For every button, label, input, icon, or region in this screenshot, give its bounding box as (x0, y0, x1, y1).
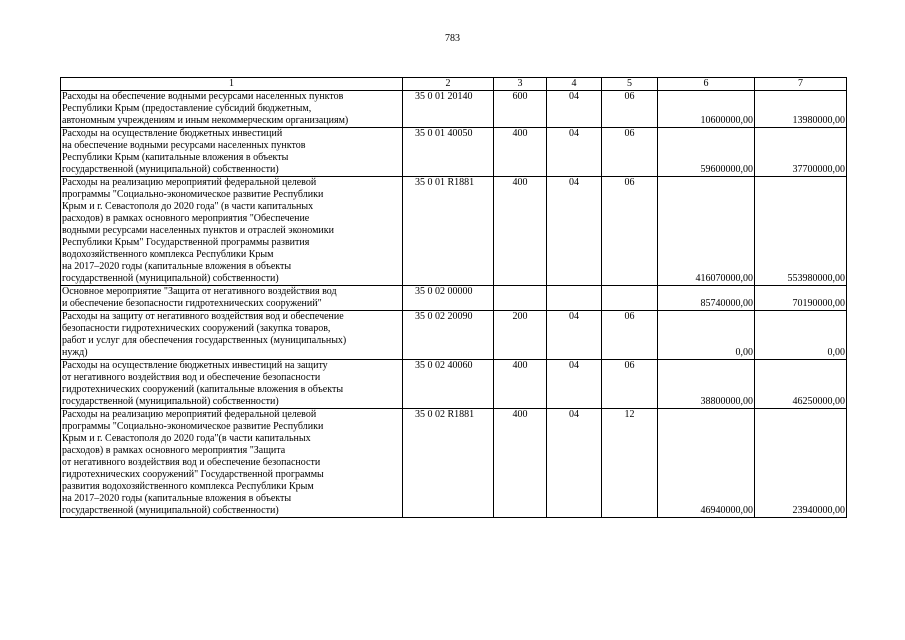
description-line: и обеспечение безопасности гидротехнических сооружений" (62, 298, 322, 309)
description-line: Расходы на осуществление бюджетных инвестиций на защиту (62, 360, 328, 371)
column-header-3: 3 (494, 78, 547, 91)
description-line: гидротехнических сооружений (капитальные вложения в объекты (62, 384, 344, 395)
description-line: Республики Крым (капитальные вложения в объекты (62, 152, 289, 163)
description-line: расходов) в рамках основного мероприятия "Защита (62, 445, 286, 456)
description-line: безопасности гидротехнических сооружений (закупка товаров, (62, 323, 331, 334)
description-line: государственной (муниципальной) собственности) (62, 164, 279, 175)
description-line: от негативного воздействия вод и обеспечение безопасности (62, 457, 321, 468)
column-header-5: 5 (602, 78, 658, 91)
description-line: Крым и г. Севастополя до 2020 года"(в части капитальных (62, 433, 311, 444)
row-subsection: 06 (602, 311, 658, 360)
row-description (61, 128, 403, 177)
column-header-7: 7 (755, 78, 847, 91)
row-code: 35 0 01 R1881 (403, 177, 494, 286)
row-subsection: 06 (602, 177, 658, 286)
row-type: 400 (494, 177, 547, 286)
row-description (61, 409, 403, 518)
row-amount-7: 37700000,00 (755, 128, 847, 177)
description-line: Основное мероприятие "Защита от негативного воздействия вод (62, 286, 337, 297)
description-line: Республики Крым (предоставление субсидий бюджетным, (62, 103, 312, 114)
description-line: автономным учреждениям и иным некоммерческим организациям) (62, 115, 349, 126)
description-line: Расходы на реализацию мероприятий федеральной целевой (62, 409, 317, 420)
description-line: развития водохозяйственного комплекса Республики Крым (62, 481, 314, 492)
description-line: водохозяйственного комплекса Республики Крым (62, 249, 274, 260)
row-amount-6: 0,00 (658, 311, 755, 360)
description-line: Расходы на осуществление бюджетных инвестиций (62, 128, 283, 139)
row-amount-6: 46940000,00 (658, 409, 755, 518)
row-amount-7: 0,00 (755, 311, 847, 360)
row-subsection: 06 (602, 128, 658, 177)
page-number: 783 (445, 33, 460, 44)
row-section: 04 (547, 177, 602, 286)
row-subsection: 06 (602, 91, 658, 128)
table-row (61, 286, 847, 311)
column-header-6: 6 (658, 78, 755, 91)
row-subsection: 06 (602, 360, 658, 409)
description-line: от негативного воздействия вод и обеспечение безопасности (62, 372, 321, 383)
row-description (61, 177, 403, 286)
description-line: гидротехнических сооружений" Государственной программы (62, 469, 324, 480)
row-code: 35 0 02 00000 (403, 286, 494, 311)
description-line: Расходы на обеспечение водными ресурсами населенных пунктов (62, 91, 344, 102)
row-type (494, 286, 547, 311)
table-row (61, 91, 847, 128)
description-line: программы "Социально-экономическое развитие Республики (62, 421, 324, 432)
description-line: государственной (муниципальной) собственности) (62, 273, 279, 284)
description-line: на 2017–2020 годы (капитальные вложения в объекты (62, 493, 292, 504)
row-section: 04 (547, 91, 602, 128)
row-type: 600 (494, 91, 547, 128)
table-row (61, 409, 847, 518)
row-amount-7: 13980000,00 (755, 91, 847, 128)
row-section: 04 (547, 409, 602, 518)
row-type: 400 (494, 360, 547, 409)
row-code: 35 0 02 R1881 (403, 409, 494, 518)
description-line: на 2017–2020 годы (капитальные вложения в объекты (62, 261, 292, 272)
description-line: программы "Социально-экономическое развитие Республики (62, 189, 324, 200)
row-amount-7: 70190000,00 (755, 286, 847, 311)
row-section: 04 (547, 311, 602, 360)
row-type: 400 (494, 409, 547, 518)
row-amount-6: 38800000,00 (658, 360, 755, 409)
table-row (61, 360, 847, 409)
row-code: 35 0 02 40060 (403, 360, 494, 409)
row-amount-6: 59600000,00 (658, 128, 755, 177)
row-amount-6: 416070000,00 (658, 177, 755, 286)
table-row (61, 311, 847, 360)
table-body (61, 78, 847, 518)
row-amount-6: 10600000,00 (658, 91, 755, 128)
row-amount-6: 85740000,00 (658, 286, 755, 311)
row-section (547, 286, 602, 311)
row-code: 35 0 01 40050 (403, 128, 494, 177)
row-type: 200 (494, 311, 547, 360)
row-amount-7: 553980000,00 (755, 177, 847, 286)
description-line: Расходы на защиту от негативного воздействия вод и обеспечение (62, 311, 344, 322)
row-description (61, 91, 403, 128)
row-code: 35 0 02 20090 (403, 311, 494, 360)
row-description (61, 311, 403, 360)
table-row (61, 128, 847, 177)
row-code: 35 0 01 20140 (403, 91, 494, 128)
description-line: государственной (муниципальной) собственности) (62, 505, 279, 516)
header-row (61, 78, 847, 91)
column-header-2: 2 (403, 78, 494, 91)
column-header-1: 1 (61, 78, 403, 91)
row-section: 04 (547, 360, 602, 409)
description-line: Расходы на реализацию мероприятий федеральной целевой (62, 177, 317, 188)
column-header-4: 4 (547, 78, 602, 91)
row-type: 400 (494, 128, 547, 177)
description-line: работ и услуг для обеспечения государственных (муниципальных) (62, 335, 347, 346)
description-line: Республики Крым" Государственной программы развития (62, 237, 310, 248)
description-line: водными ресурсами населенных пунктов и отраслей экономики (62, 225, 334, 236)
budget-table (60, 77, 847, 518)
description-line: на обеспечение водными ресурсами населенных пунктов (62, 140, 306, 151)
row-subsection: 12 (602, 409, 658, 518)
row-description (61, 360, 403, 409)
row-amount-7: 23940000,00 (755, 409, 847, 518)
description-line: нужд) (62, 347, 88, 358)
row-subsection (602, 286, 658, 311)
description-line: Крым и г. Севастополя до 2020 года" (в части капитальных (62, 201, 314, 212)
row-amount-7: 46250000,00 (755, 360, 847, 409)
row-description (61, 286, 403, 311)
table-row (61, 177, 847, 286)
description-line: расходов) в рамках основного мероприятия "Обеспечение (62, 213, 310, 224)
row-section: 04 (547, 128, 602, 177)
description-line: государственной (муниципальной) собственности) (62, 396, 279, 407)
